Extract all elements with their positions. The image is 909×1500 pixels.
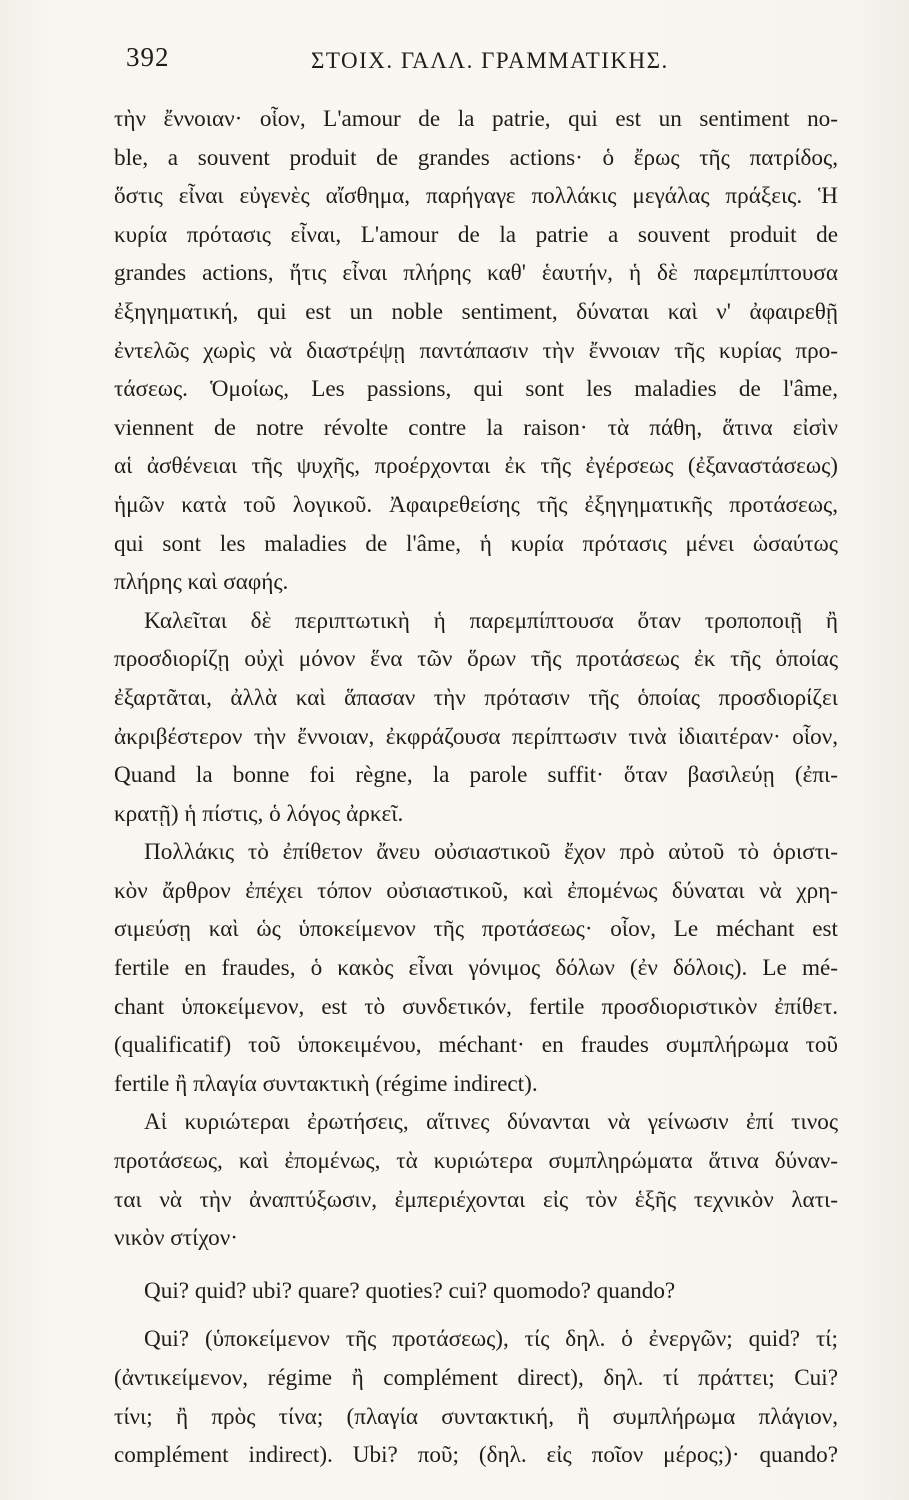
text-line: ἐντελῶς χωρὶς νὰ διαστρέψῃ παντάπασιν τὴν ἔννοιαν τῆς κυρίας προ-	[114, 337, 838, 364]
text-line: ἐξαρτᾶται, ἀλλὰ καὶ ἅπασαν τὴν πρότασιν τῆς ὁποίας προσδιορίζει	[114, 684, 838, 711]
text-line: fertile ἢ πλαγία συντακτικὴ (régime indirect).	[114, 1070, 538, 1097]
text-line: ται νὰ τὴν ἀναπτύξωσιν, ἐμπεριέχονται εἰς τὸν ἑξῆς τεχνικὸν λατι-	[114, 1186, 838, 1213]
text-line: πλήρης καὶ σαφής.	[114, 569, 289, 596]
text-line: νικὸν στίχον·	[114, 1225, 238, 1252]
text-line: ἡμῶν κατὰ τοῦ λογικοῦ. Ἀφαιρεθείσης τῆς ἐξηγηματικῆς προτάσεως,	[114, 491, 838, 518]
text-line: ὅστις εἶναι εὐγενὲς αἴσθημα, παρήγαγε πολλάκις μεγάλας πράξεις. Ἡ	[114, 183, 838, 210]
text-line: chant ὑποκείμενον, est τὸ συνδετικόν, fertile προσδιοριστικὸν ἐπίθετ.	[114, 993, 838, 1020]
text-line: κρατῇ) ἡ πίστις, ὁ λόγος ἀρκεῖ.	[114, 800, 404, 827]
text-line: complément indirect). Ubi? ποῦ; (δηλ. εἰς ποῖον μέρος;)· quando?	[114, 1442, 838, 1469]
page-number: 392	[126, 42, 170, 72]
text-line: ἀκριβέστερον τὴν ἔννοιαν, ἐκφράζουσα περίπτωσιν τινὰ ἰδιαιτέραν· οἷον,	[114, 723, 838, 750]
text-line: Qui? (ὑποκείμενον τῆς προτάσεως), τίς δηλ. ὁ ἐνεργῶν; quid? τί;	[144, 1326, 838, 1353]
text-line: τὴν ἔννοιαν· οἷον, L'amour de la patrie, qui est un sentiment no-	[114, 106, 838, 132]
text-line: (qualificatif) τοῦ ὑποκειμένου, méchant· en fraudes συμπλήρωμα τοῦ	[114, 1032, 838, 1059]
text-line: viennent de notre révolte contre la raison· τὰ πάθη, ἅτινα εἰσὶν	[114, 414, 838, 441]
text-line: ble, a souvent produit de grandes actions· ὁ ἔρως τῆς πατρίδος,	[114, 144, 838, 171]
text-line: Quand la bonne foi règne, la parole suffit· ὅταν βασιλεύῃ (ἐπι-	[114, 762, 838, 789]
running-title: ΣΤΟΙΧ. ΓΑΛΛ. ΓΡΑΜΜΑΤΙΚΗΣ.	[311, 48, 669, 73]
text-line: τάσεως. Ὁμοίως, Les passions, qui sont les maladies de l'âme,	[114, 376, 838, 403]
text-line: κὸν ἄρθρον ἐπέχει τόπον οὐσιαστικοῦ, καὶ ἐπομένως δύναται νὰ χρη-	[114, 877, 838, 904]
body-text	[114, 100, 838, 1475]
text-line: προσδιορίζῃ οὐχὶ μόνον ἕνα τῶν ὅρων τῆς προτάσεως ἐκ τῆς ὁποίας	[114, 646, 838, 673]
text-line: Πολλάκις τὸ ἐπίθετον ἄνευ οὐσιαστικοῦ ἔχον πρὸ αὐτοῦ τὸ ὁριστι-	[144, 839, 838, 866]
text-line: Αἱ κυριώτεραι ἐρωτήσεις, αἵτινες δύνανται νὰ γείνωσιν ἐπί τινος	[144, 1109, 838, 1136]
latin-verse: Qui? quid? ubi? quare? quoties? cui? quomodo? quando?	[144, 1277, 676, 1304]
text-line: ἐξηγηματική, qui est un noble sentiment, δύναται καὶ ν' ἀφαιρεθῇ	[114, 298, 838, 325]
text-line: (ἀντικείμενον, régime ἢ complément direct), δηλ. τί πράττει; Cui?	[114, 1365, 838, 1391]
text-line: Καλεῖται δὲ περιπτωτικὴ ἡ παρεμπίπτουσα ὅταν τροποποιῇ ἢ	[144, 607, 838, 634]
text-line: τίνι; ἢ πρὸς τίνα; (πλαγία συντακτική, ἢ συμπλήρωμα πλάγιον,	[114, 1403, 838, 1430]
text-line: grandes actions, ἥτις εἶναι πλήρης καθ' ἑαυτήν, ἡ δὲ παρεμπίπτουσα	[114, 260, 838, 287]
text-line: αἱ ἀσθένειαι τῆς ψυχῆς, προέρχονται ἐκ τῆς ἐγέρσεως (ἐξαναστάσεως)	[114, 453, 838, 480]
text-line: qui sont les maladies de l'âme, ἡ κυρία πρότασις μένει ὡσαύτως	[114, 530, 838, 557]
page-header	[116, 40, 836, 84]
text-line: fertile en fraudes, ὁ κακὸς εἶναι γόνιμος δόλων (ἐν δόλοις). Le mé-	[114, 955, 838, 982]
text-line: σιμεύσῃ καὶ ὡς ὑποκείμενον τῆς προτάσεως· οἷον, Le méchant est	[114, 916, 838, 943]
text-line: κυρία πρότασις εἶναι, L'amour de la patrie a souvent produit de	[114, 221, 838, 248]
text-line: προτάσεως, καὶ ἐπομένως, τὰ κυριώτερα συμπληρώματα ἅτινα δύναν-	[114, 1148, 838, 1175]
